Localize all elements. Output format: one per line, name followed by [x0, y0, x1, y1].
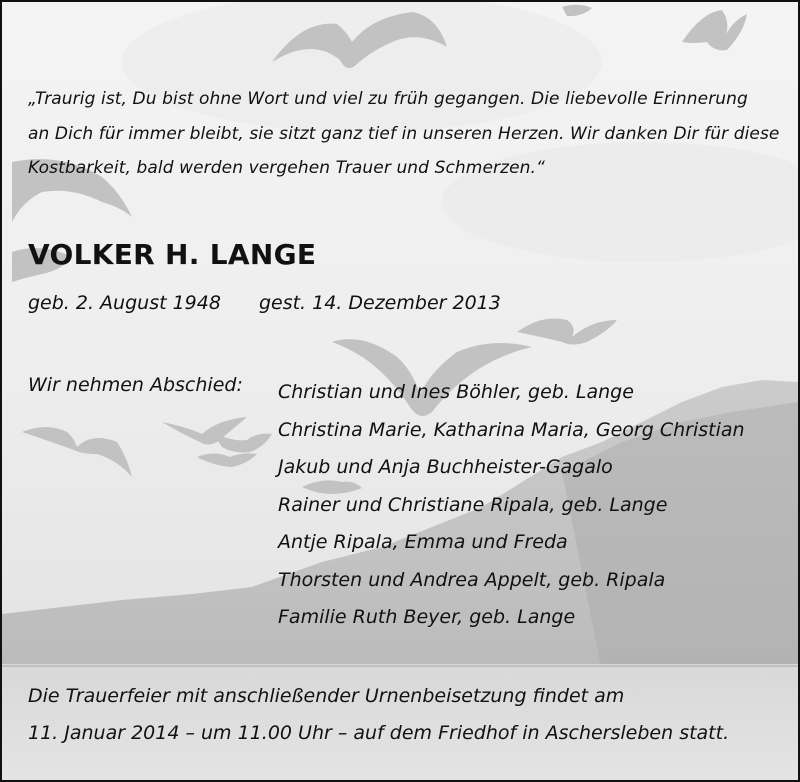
quote-line: Kostbarkeit, bald werden vergehen Trauer und Schmerzen.“: [28, 158, 545, 178]
death-date: gest. 14. Dezember 2013: [258, 292, 501, 314]
ceremony-info: [28, 678, 788, 752]
mourner-entry: Familie Ruth Beyer, geb. Lange: [278, 606, 576, 628]
deceased-name: VOLKER H. LANGE: [28, 238, 317, 271]
ceremony-line: 11. Januar 2014 – um 11.00 Uhr – auf dem Friedhof in Aschersleben statt.: [28, 722, 730, 744]
ceremony-line: Die Trauerfeier mit anschließender Urnenbeisetzung findet am: [28, 685, 625, 707]
mourner-entry: Antje Ripala, Emma und Freda: [278, 531, 568, 553]
quote-line: „Traurig ist, Du bist ohne Wort und viel zu früh gegangen. Die liebevolle Erinnerung: [28, 89, 748, 109]
birth-date: geb. 2. August 1948: [28, 292, 221, 314]
mourners-list: [278, 374, 745, 637]
farewell-label: Wir nehmen Abschied:: [28, 374, 243, 396]
mourner-entry: Thorsten und Andrea Appelt, geb. Ripala: [278, 568, 666, 591]
mourner-entry: Christian und Ines Böhler, geb. Lange: [278, 381, 634, 403]
memorial-quote: [28, 82, 788, 186]
quote-line: an Dich für immer bleibt, sie sitzt ganz tief in unseren Herzen. Wir danken Dir für diese: [28, 123, 780, 144]
life-dates: [28, 292, 501, 314]
mourner-entry: Christina Marie, Katharina Maria, Georg Christian: [278, 418, 745, 441]
mourner-entry: Rainer und Christiane Ripala, geb. Lange: [278, 493, 668, 516]
mourner-entry: Jakub und Anja Buchheister-Gagalo: [278, 456, 613, 478]
notice-content: [2, 2, 798, 780]
